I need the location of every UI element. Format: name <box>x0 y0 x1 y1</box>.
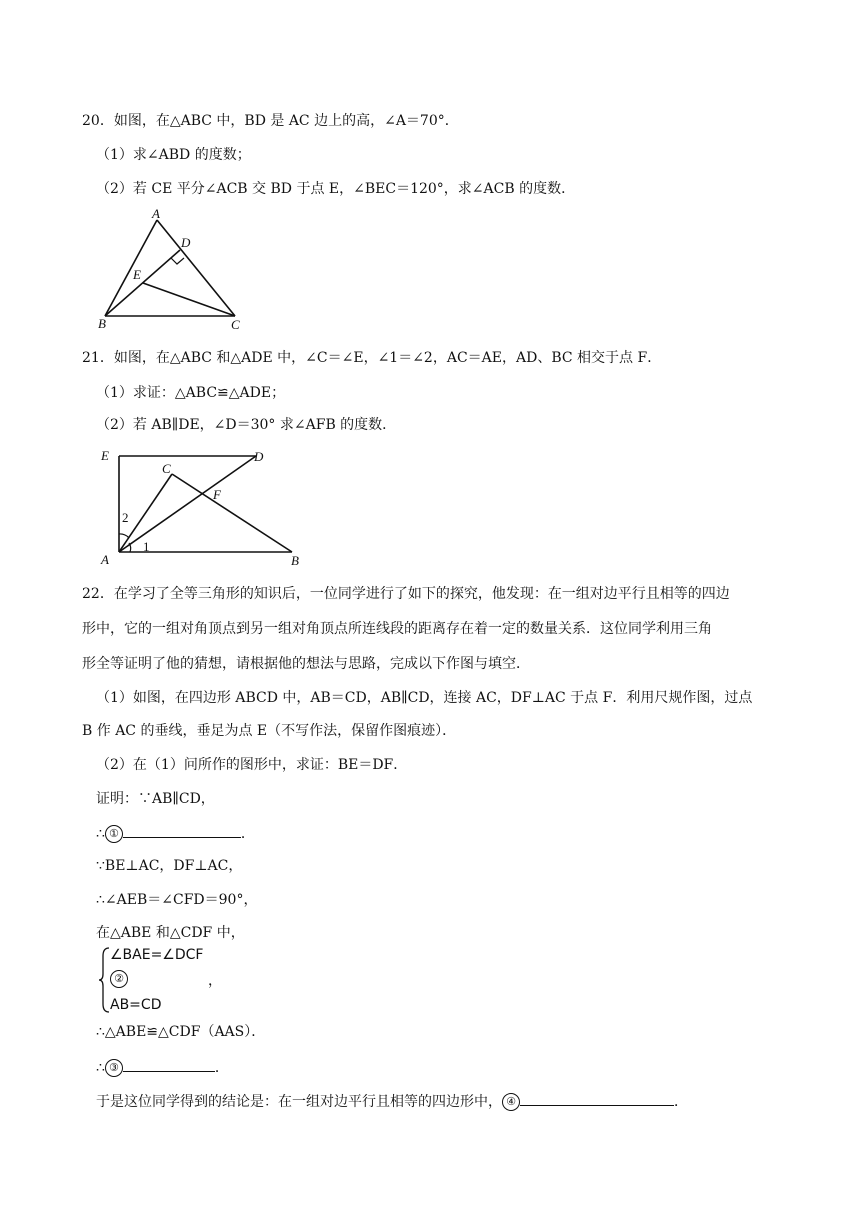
q21-label-E: E <box>101 448 109 463</box>
q20-label-A: A <box>152 206 160 221</box>
q22-stem-line3: 形全等证明了他的猜想，请根据他的想法与思路，完成以下作图与填空． <box>82 656 530 672</box>
proof-line-7 <box>96 1057 229 1077</box>
q20-part1: （1）求∠ABD 的度数； <box>96 147 251 163</box>
q22-part1-line2: B 作 AC 的垂线，垂足为点 E（不写作法，保留作图痕迹）． <box>82 723 457 739</box>
conclusion-line <box>96 1091 688 1111</box>
blank-marker-3: ③ <box>105 1059 123 1077</box>
q21-label-B: B <box>291 553 299 568</box>
period: ． <box>214 1060 229 1076</box>
answer-blank-1[interactable] <box>123 823 241 838</box>
conclusion-text: 于是这位同学得到的结论是：在一组对边平行且相等的四边形中， <box>96 1094 502 1110</box>
q20-part2: （2）若 CE 平分∠ACB 交 BD 于点 E，∠BEC＝120°，求∠ACB 的度数． <box>96 181 576 197</box>
therefore-symbol: ∴ <box>96 826 105 842</box>
q21-label-1: 1 <box>143 539 150 554</box>
q21-part2: （2）若 AB∥DE，∠D＝30° 求∠AFB 的度数． <box>96 417 397 433</box>
proof-line-4: ∴∠AEB＝∠CFD＝90°， <box>96 892 258 908</box>
q21-label-A: A <box>101 552 109 567</box>
q20-figure <box>95 206 255 332</box>
q21-figure <box>96 442 316 570</box>
q22-stem-line1: 22．在学习了全等三角形的知识后，一位同学进行了如下的探究，他发现：在一组对边平行且相等的四边 <box>82 586 730 602</box>
answer-blank-3[interactable] <box>123 1057 215 1072</box>
proof-line-2 <box>96 823 255 843</box>
proof-line-6: ∴△ABE≌△CDF（AAS）． <box>96 1024 266 1040</box>
q20-label-C: C <box>231 317 240 332</box>
q21-stem: 21．如图，在△ABC 和△ADE 中，∠C＝∠E，∠1＝∠2，AC＝AE，AD、BC 相交于点 F． <box>82 350 662 366</box>
system-row-1: ∠BAE=∠DCF <box>110 947 204 963</box>
proof-line-1: 证明：∵AB∥CD， <box>96 791 215 807</box>
q21-label-C: C <box>162 461 171 476</box>
q21-label-F: F <box>213 487 221 502</box>
blank-marker-1: ① <box>105 825 123 843</box>
proof-line-3: ∵BE⊥AC，DF⊥AC， <box>96 858 243 874</box>
period: ． <box>674 1094 688 1110</box>
system-row-3: AB=CD <box>110 997 162 1013</box>
q22-stem-line2: 形中，它的一组对角顶点到另一组对角顶点所连线段的距离存在着一定的数量关系．这位同学利用三角 <box>82 621 712 637</box>
equation-system <box>98 946 248 1014</box>
q20-label-B: B <box>98 316 106 331</box>
answer-blank-4[interactable] <box>520 1091 674 1106</box>
blank-marker-4: ④ <box>502 1093 520 1111</box>
q21-part1: （1）求证：△ABC≌△ADE； <box>96 385 286 401</box>
proof-line-5: 在△ABE 和△CDF 中， <box>96 925 245 941</box>
system-comma: ， <box>208 973 222 989</box>
q20-label-D: D <box>181 235 191 250</box>
q22-part1-line1: （1）如图，在四边形 ABCD 中，AB＝CD，AB∥CD，连接 AC，DF⊥AC 于点 F．利用尺规作图，过点 <box>96 690 753 706</box>
q22-part2: （2）在（1）问所作的图形中，求证：BE＝DF． <box>96 757 408 773</box>
q21-label-2: 2 <box>122 510 129 525</box>
left-brace <box>98 946 110 1014</box>
q21-label-D: D <box>254 449 264 464</box>
period: ． <box>240 826 255 842</box>
q20-label-E: E <box>133 267 141 282</box>
system-row-2[interactable] <box>110 970 128 988</box>
q20-stem: 20．如图，在△ABC 中，BD 是 AC 边上的高，∠A＝70°． <box>82 113 459 129</box>
blank-marker-2: ② <box>110 970 128 988</box>
therefore-symbol: ∴ <box>96 1060 105 1076</box>
